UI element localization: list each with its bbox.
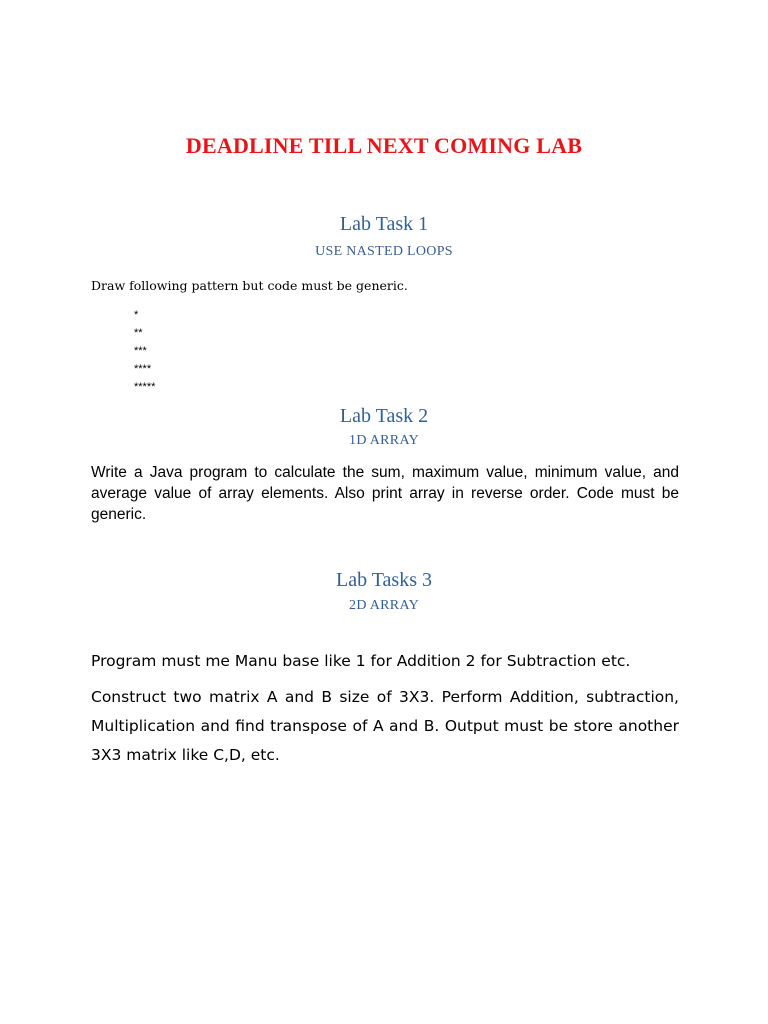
lab-task-2-body: Write a Java program to calculate the sum, maximum value, minimum value, and average value of array elements. Also print array in reverse order. Code must be generic. (91, 464, 679, 523)
lab-task-2-title: Lab Task 2 (339, 405, 429, 427)
pattern-line: *** (134, 345, 147, 357)
pattern-line: ***** (134, 381, 156, 393)
lab-task-1-instruction: Draw following pattern but code must be generic. (91, 278, 408, 293)
lab-task-3-subtitle: 2D ARRAY (349, 598, 419, 613)
lab-task-2-subtitle: 1D ARRAY (349, 433, 419, 448)
lab-task-3-body: Construct two matrix A and B size of 3X3. Perform Addition, subtraction, Multiplication and find transpose of A and B. Output must be store another 3X3 matrix like C,D, etc. (91, 688, 679, 764)
lab-task-3-menu-note: Program must me Manu base like 1 for Addition 2 for Subtraction etc. (91, 652, 631, 670)
pattern-line: **** (134, 363, 152, 375)
lab-task-1-title: Lab Task 1 (339, 213, 429, 235)
pattern-line: * (134, 309, 139, 321)
pattern-line: ** (134, 327, 143, 339)
deadline-heading: DEADLINE TILL NEXT COMING LAB (185, 133, 583, 158)
lab-task-1-subtitle: USE NASTED LOOPS (315, 244, 453, 259)
lab-task-3-title: Lab Tasks 3 (336, 569, 432, 591)
